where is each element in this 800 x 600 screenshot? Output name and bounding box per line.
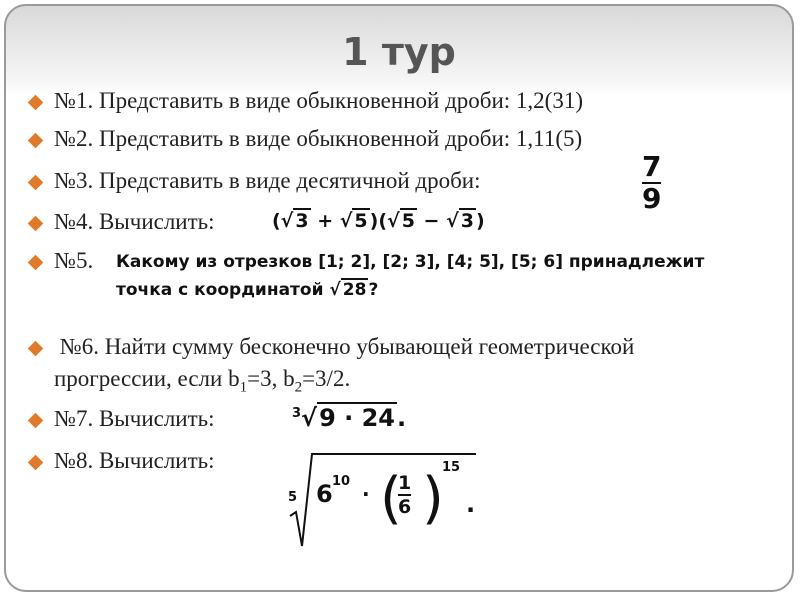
task-number: №6. [59, 334, 99, 359]
subscript: 1 [239, 379, 248, 396]
fraction-denominator: 6 [398, 496, 412, 518]
expression-4 [272, 210, 485, 232]
exponent: 10 [332, 474, 351, 489]
expr-part: )(√ [369, 210, 400, 232]
task-6-line-2 [54, 364, 350, 403]
radicand: 5 [354, 210, 368, 232]
fraction-denominator: 9 [642, 182, 662, 215]
bullet-icon [28, 175, 44, 191]
radicand: 3 [460, 210, 474, 232]
task-text: Вычислить: [93, 209, 215, 234]
expr-part: + √ [310, 210, 353, 232]
radicand: 9 · 24 [319, 404, 395, 432]
multiply-sign: · [362, 482, 370, 506]
task-number: №2. [54, 126, 94, 151]
slide-title: 1 тур [342, 30, 456, 74]
exponent: 15 [442, 460, 461, 475]
left-paren: ( [380, 466, 402, 531]
task-text: =3/2. [302, 366, 351, 391]
task-text: прогрессии, если b [54, 366, 240, 391]
task-text: Представить в виде десятичной дроби: [93, 168, 481, 193]
fraction-numerator: 7 [642, 150, 662, 183]
task-text: Найти сумму бесконечно убывающей геометрической [98, 334, 635, 359]
task-text: Представить в виде обыкновенной дроби: [93, 126, 516, 151]
radicand: 5 [401, 210, 415, 232]
expression-8 [288, 450, 478, 550]
task-value: 1,11(5) [515, 126, 583, 151]
bullet-icon [28, 455, 44, 471]
fraction-1-6 [398, 472, 411, 518]
question-5-text [116, 248, 704, 304]
expr-part: ) [476, 210, 485, 232]
period: . [397, 404, 407, 432]
bullet-icon [28, 413, 44, 429]
expr-part: (√ [272, 210, 294, 232]
base: 6 [316, 480, 333, 508]
question-line-1: Какому из отрезков [1; 2], [2; 3], [4; 5], [5; 6] принадлежит [116, 252, 705, 272]
task-text: Вычислить: [93, 406, 215, 431]
radicand: 3 [295, 210, 309, 232]
right-paren: ) [422, 466, 444, 531]
bullet-icon [28, 255, 44, 271]
question-text: точка с координатой √ [116, 280, 341, 300]
subscript: 2 [294, 379, 303, 396]
root-index: 5 [288, 490, 298, 505]
fraction-numerator: 1 [398, 472, 412, 494]
task-number: №4. [54, 209, 94, 234]
expr-part: − √ [416, 210, 459, 232]
question-mark: ? [368, 280, 379, 300]
task-text: Представить в виде обыкновенной дроби: [93, 88, 516, 113]
task-number: №1. [54, 88, 94, 113]
task-number: №3. [54, 168, 94, 193]
question-line-2 [116, 276, 704, 304]
expression-7: $^3$√9 · 24. [292, 404, 407, 432]
bullet-icon [28, 341, 44, 357]
task-value: 1,2(31) [515, 88, 583, 113]
fraction-7-9 [642, 152, 661, 214]
slide [4, 4, 794, 592]
task-number: №7. [54, 406, 94, 431]
radicand: 28 [342, 280, 367, 300]
bullet-icon [28, 133, 44, 149]
bullet-icon [28, 95, 44, 111]
task-number: №8. [54, 448, 94, 473]
period: . [466, 490, 476, 518]
bullet-icon [28, 216, 44, 232]
task-number: №5. [54, 248, 94, 273]
root-index: 3 [292, 406, 302, 421]
task-text: Вычислить: [93, 448, 215, 473]
task-text: =3, b [247, 366, 295, 391]
